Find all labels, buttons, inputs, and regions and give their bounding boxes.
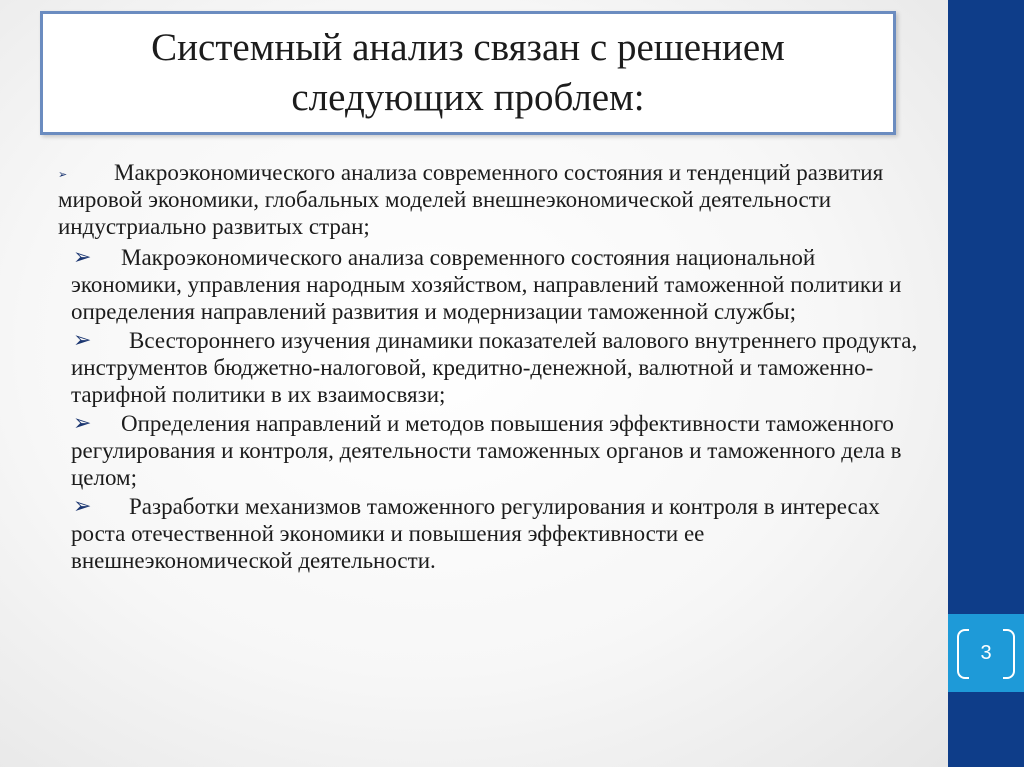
arrow-bullet-icon: ➢ [73, 245, 92, 270]
list-item-text: Определения направлений и методов повышения эффективности таможенного регулирования и контроля, деятельности таможенных органов и таможенного дела в целом; [71, 411, 902, 490]
list-item [58, 159, 928, 240]
list-item-text: Макроэкономического анализа современного состояния национальной экономики, управления народным хозяйством, направлений таможенной политики и определения направлений развития и модернизации таможенной службы; [71, 245, 902, 324]
arrow-bullet-icon: ➢ [73, 411, 92, 436]
list-item [58, 493, 928, 574]
arrow-bullet-icon: ➢ [73, 494, 92, 519]
list-item [58, 327, 928, 408]
left-brace-icon [957, 629, 969, 679]
arrow-bullet-icon: ➢ [73, 328, 92, 353]
right-brace-icon [1003, 629, 1015, 679]
list-item-text: Макроэкономического анализа современного состояния и тенденций развития мировой экономики, глобальных моделей внешнеэкономической деятельности индустриально развитых стран; [58, 160, 884, 239]
list-item-text: Разработки механизмов таможенного регулирования и контроля в интересах роста отечественной экономики и повышения эффективности ее внешнеэкономической деятельности. [71, 494, 880, 573]
slide-title: Системный анализ связан с решением следующих проблем: [151, 26, 785, 119]
title-box [40, 11, 896, 135]
arrow-bullet-icon: ➢ [58, 168, 68, 181]
list-item [58, 410, 928, 491]
list-item [58, 244, 928, 325]
list-item-text: Всестороннего изучения динамики показателей валового внутреннего продукта, инструментов бюджетно-налоговой, кредитно-денежной, валютной и таможенно-тарифной политики в их взаимосвязи; [71, 328, 918, 407]
bullet-list [58, 159, 928, 574]
page-number: 3 [980, 641, 992, 664]
page-number-box [957, 629, 1015, 677]
